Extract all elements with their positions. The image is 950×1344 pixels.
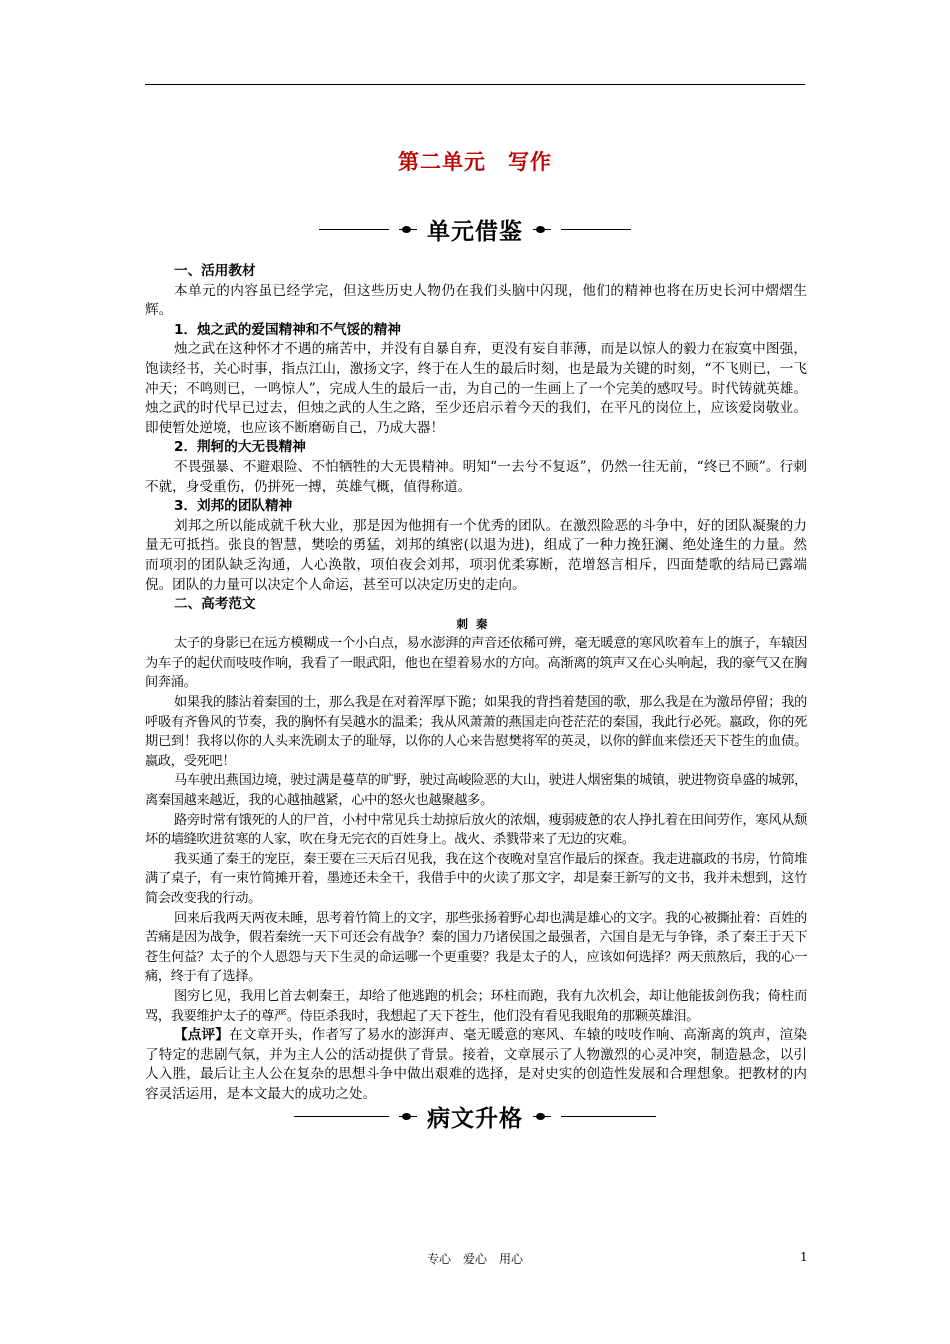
comment-label: 【点评】 <box>174 1027 230 1044</box>
divider-line <box>319 229 389 230</box>
banner-unit-reference <box>0 213 950 246</box>
comment <box>145 1026 807 1104</box>
item-heading: 2．荆轲的大无畏精神 <box>174 439 306 456</box>
divider-line <box>561 229 631 230</box>
item-heading: 3．刘邦的团队精神 <box>174 498 293 515</box>
banner-title: 单元借鉴 <box>427 219 523 245</box>
footer-text: 专心 爱心 用心 <box>426 1252 523 1266</box>
page-number: 1 <box>800 1250 808 1264</box>
ornament-icon <box>399 1113 417 1121</box>
ornament-icon <box>399 226 417 234</box>
ornament-icon <box>533 1113 551 1121</box>
essay-paragraph: 马车驶出燕国边境，驶过满是蔓草的旷野，驶过高峻险恶的大山，驶进人烟密集的城镇，驶进物资阜盛的城郭，离秦国越来越近，我的心越抽越紧，心中的怒火也越聚越多。 <box>145 773 807 809</box>
section-intro: 本单元的内容虽已经学完，但这些历史人物仍在我们头脑中闪现，他们的精神也将在历史长河中熠熠生辉。 <box>145 282 807 319</box>
banner-title: 病文升格 <box>427 1106 523 1132</box>
item-heading: 1．烛之武的爱国精神和不气馁的精神 <box>174 321 401 338</box>
main-content <box>145 262 807 1105</box>
ornament-icon <box>533 226 551 234</box>
essay-paragraph: 路旁时常有饿死的人的尸首，小村中常见兵士劫掠后放火的浓烟，瘦弱疲惫的农人挣扎着在田间劳作，寒风从颓坏的墙缝吹进贫寒的人家，吹在身无完衣的百姓身上。战火、杀戮带来了无边的灾难。 <box>145 812 807 848</box>
item-text: 不畏强暴、不避艰险、不怕牺牲的大无畏精神。明知“一去兮不复返”，仍然一往无前，“终已不顾”。行刺不就，身受重伤，仍拼死一搏，英雄气概，值得称道。 <box>145 458 807 495</box>
banner-revision <box>0 1100 950 1133</box>
essay-paragraph: 太子的身影已在远方模糊成一个小白点，易水澎湃的声音还依稀可辨，毫无暖意的寒风吹着车上的旗子，车辕因为车子的起伏而吱吱作响，我看了一眼武阳，他也在望着易水的方向。高渐离的筑声又在心头响起，我的豪气又在胸间奔涌。 <box>145 636 807 691</box>
unit-title: 第二单元 写作 <box>398 150 552 174</box>
section-heading: 二、高考范文 <box>174 596 256 613</box>
divider-line <box>561 1116 656 1117</box>
item-text: 刘邦之所以能成就千秋大业，那是因为他拥有一个优秀的团队。在激烈险恶的斗争中，好的团队凝聚的力量无可抵挡。张良的智慧，樊哙的勇猛，刘邦的缜密(以退为进)，组成了一种力挽狂澜、绝处逢生的力量。然而项羽的团队缺乏沟通，人心涣散，项伯夜会刘邦，项羽优柔寡断，范增怒言相斥，四面楚歌的结局已露端倪。团队的力量可以决定个人命运，甚至可以决定历史的走向。 <box>145 517 807 593</box>
essay-title: 刺秦 <box>456 616 496 631</box>
comment-text: 在文章开头，作者写了易水的澎湃声、毫无暖意的寒风、车辕的吱吱作响、高渐离的筑声，渲染了特定的悲剧气氛，并为主人公的活动提供了背景。接着，文章展示了人物激烈的心灵冲突，制造悬念，以引人入胜，最后让主人公在复杂的思想斗争中做出艰难的选择，是对史实的创造性发展和合理想象。把教材的内容灵活运用，是本文最大的成功之处。 <box>145 1027 808 1102</box>
essay-paragraph: 我买通了秦王的宠臣，秦王要在三天后召见我，我在这个夜晚对皇宫作最后的探查。我走进嬴政的书房，竹简堆满了桌子，有一束竹简摊开着，墨迹还未全干，我借手中的火读了那文字，却是秦王新写的文书，我并未想到，这竹简会改变我的行动。 <box>145 851 807 906</box>
essay-paragraph: 如果我的膝沾着秦国的土，那么我是在对着浑厚下跪；如果我的背挡着楚国的歌，那么我是在为激昂停留；我的呼吸有齐鲁风的节奏，我的胸怀有吴越水的温柔；我从风萧萧的燕国走向苍茫茫的秦国，我此行必死。嬴政，你的死期已到！我将以你的人头来洗刷太子的耻辱，以你的人心来告慰樊将军的英灵，以你的鲜血来偿还天下苍生的血债。嬴政，受死吧！ <box>145 695 807 769</box>
item-text: 烛之武在这种怀才不遇的痛苦中，并没有自暴自弃，更没有妄自菲薄，而是以惊人的毅力在寂寞中图强，饱读经书，关心时事，指点江山，激扬文字，终于在人生的最后时刻，也是最为关键的时刻，“不飞则已，一飞冲天；不鸣则已，一鸣惊人”，完成人生的最后一击，为自己的一生画上了一个完美的感叹号。时代铸就英雄。烛之武的时代早已过去，但烛之武的人生之路，至少还启示着今天的我们，在平凡的岗位上，应该爱岗敬业。即使暂处逆境，也应该不断磨砺自己，乃成大器！ <box>145 341 807 436</box>
essay-body <box>145 634 807 1026</box>
divider-line <box>294 1116 389 1117</box>
essay-paragraph: 图穷匕见，我用匕首去刺秦王，却给了他逃跑的机会；环柱而跑，我有九次机会，却让他能拔剑伤我；倚柱而骂，我要维护太子的尊严。侍臣杀我时，我想起了天下苍生，他们没有看见我眼角的那颗英雄泪。 <box>145 988 807 1024</box>
section-heading: 一、活用教材 <box>174 263 256 279</box>
essay-paragraph: 回来后我两天两夜未睡，思考着竹简上的文字，那些张扬着野心却也满是雄心的文字。我的心被撕扯着：百姓的苦痛是因为战争，假若秦统一天下可还会有战争？秦的国力乃诸侯国之最强者，六国自是无与争锋，杀了秦王于天下苍生何益？太子的个人恩怨与天下生灵的命运哪一个更重要？我是太子的人，应该如何选择？两天煎熬后，我的心一痛，终于有了选择。 <box>145 910 807 985</box>
header-rule <box>145 84 805 85</box>
